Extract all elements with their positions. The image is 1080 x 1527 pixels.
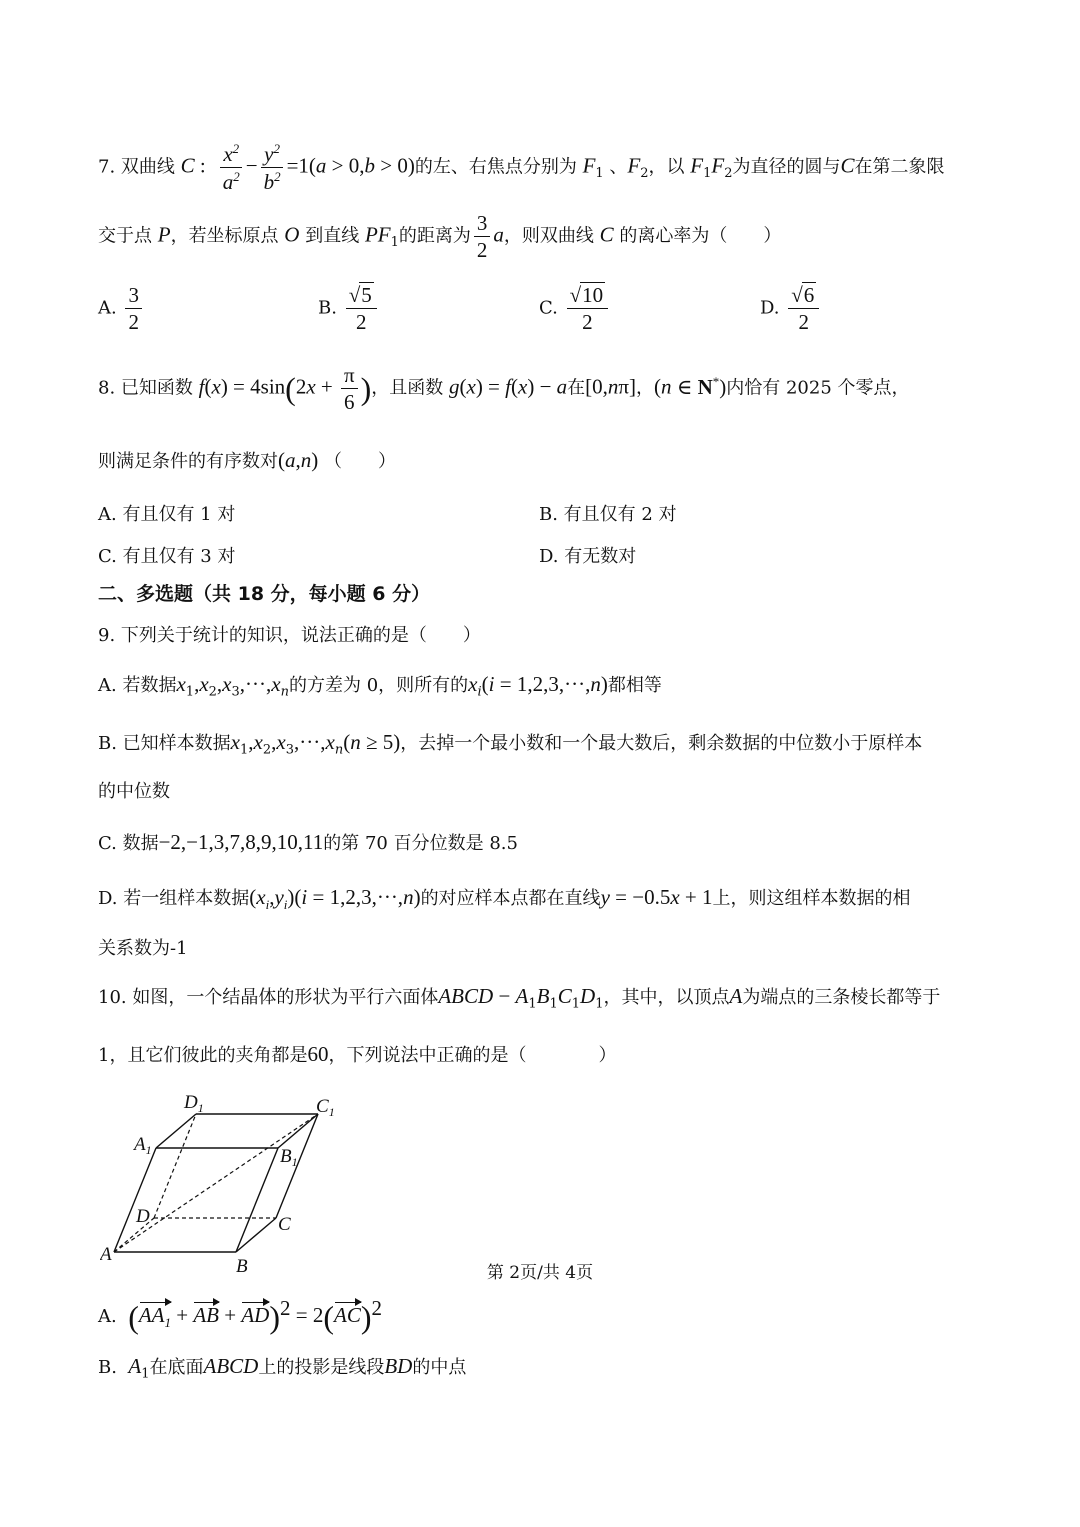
q10-option-b[interactable]: B. $A_1$在底面ABCD上的投影是线段BD的中点 — [98, 1354, 467, 1382]
q10-line2: 1，且它们彼此的夹角都是60，下列说法中正确的是（ ） — [98, 1042, 617, 1066]
q8-option-b[interactable]: B. 有且仅有 2 对 — [539, 504, 677, 525]
q7-option-d[interactable]: D. $\frac{√6}{2}$ — [760, 284, 822, 333]
label-a: A — [100, 1244, 112, 1265]
label-a1: $A_1$ — [134, 1134, 152, 1157]
page-footer: 第 2页/共 4页 — [486, 1263, 594, 1283]
label-b1: $B_1$ — [280, 1146, 298, 1169]
q9-stem: 9. 下列关于统计的知识，说法正确的是（ ） — [98, 625, 481, 646]
q9-option-d[interactable]: D. 若一组样本数据$(x_i,y_i)(i = 1,2,3,\cdot\cdot\cdot,n)$的对应样本点都在直线y = −0.5x + 1上，则这组样本数据的相 — [98, 885, 911, 913]
q7-line2: 交于点 P，若坐标原点 O 到直线 $PF_1$的距离为 $\frac{3}{2}$ a，则双曲线 C 的离心率为（ ） — [98, 211, 782, 263]
q7-option-c[interactable]: C. $\frac{√10}{2}$ — [539, 284, 611, 333]
q8-option-d[interactable]: D. 有无数对 — [539, 546, 637, 567]
parallelepiped-figure — [100, 1088, 360, 1278]
q10-option-a[interactable]: A. ($AA_1$ + AB + AD)$^2$ = 2(AC)$^2$ — [98, 1296, 382, 1335]
q7-line1: 7. 双曲线 C : $\frac{x^2}{a^2}$ − $\frac{y^2}{b^2}$ =1(a > 0,b > 0)的左、右焦点分别为 $F_1$ 、$F_2$，以 $F_1F_2$为直径的圆与C在第二象限 — [98, 141, 945, 195]
label-b: B — [236, 1256, 248, 1277]
q8-line2: 则满足条件的有序数对(a,n) （ ） — [98, 448, 396, 472]
q10-line1: 10. 如图，一个结晶体的形状为平行六面体ABCD − $A_1B_1C_1D_1$，其中，以顶点A为端点的三条棱长都等于 — [98, 984, 941, 1012]
q9-option-c[interactable]: C. 数据−2,−1,3,7,8,9,10,11的第 70 百分位数是 8.5 — [98, 830, 518, 854]
q9-option-b-cont: 的中位数 — [98, 781, 170, 802]
label-d1: $D_1$ — [184, 1092, 204, 1115]
label-d: D — [136, 1206, 150, 1227]
q9-option-b[interactable]: B. 已知样本数据$x_1,x_2,x_3,\cdot\cdot\cdot,x_n(n \ge 5)$，去掉一个最小数和一个最大数后，剩余数据的中位数小于原样本 — [98, 730, 923, 758]
section-heading: 二、多选题（共 18 分，每小题 6 分） — [98, 583, 431, 605]
q7-option-b[interactable]: B. $\frac{√5}{2}$ — [318, 284, 380, 333]
q9-option-a[interactable]: A. 若数据$x_1,x_2,x_3,\cdot\cdot\cdot,x_n$的方差为 0，则所有的$x_i(i = 1,2,3,\cdot\cdot\cdot,n)$都相等 — [98, 672, 662, 700]
q8-line1: 8. 已知函数 f(x) = 4sin(2x + $\frac{\pi}{6}$ )，且函数 g(x) = f(x) − a在[0,nπ]，(n ∈ N*)内恰有 2025 个零点， — [98, 363, 910, 415]
q9-option-d-cont: 关系数为-1 — [98, 938, 188, 959]
label-c: C — [278, 1214, 291, 1235]
q8-option-a[interactable]: A. 有且仅有 1 对 — [98, 504, 236, 525]
q8-option-c[interactable]: C. 有且仅有 3 对 — [98, 546, 236, 567]
q7-option-a[interactable]: A. $\frac{3}{2}$ — [98, 284, 145, 333]
label-c1: $C_1$ — [316, 1096, 335, 1119]
